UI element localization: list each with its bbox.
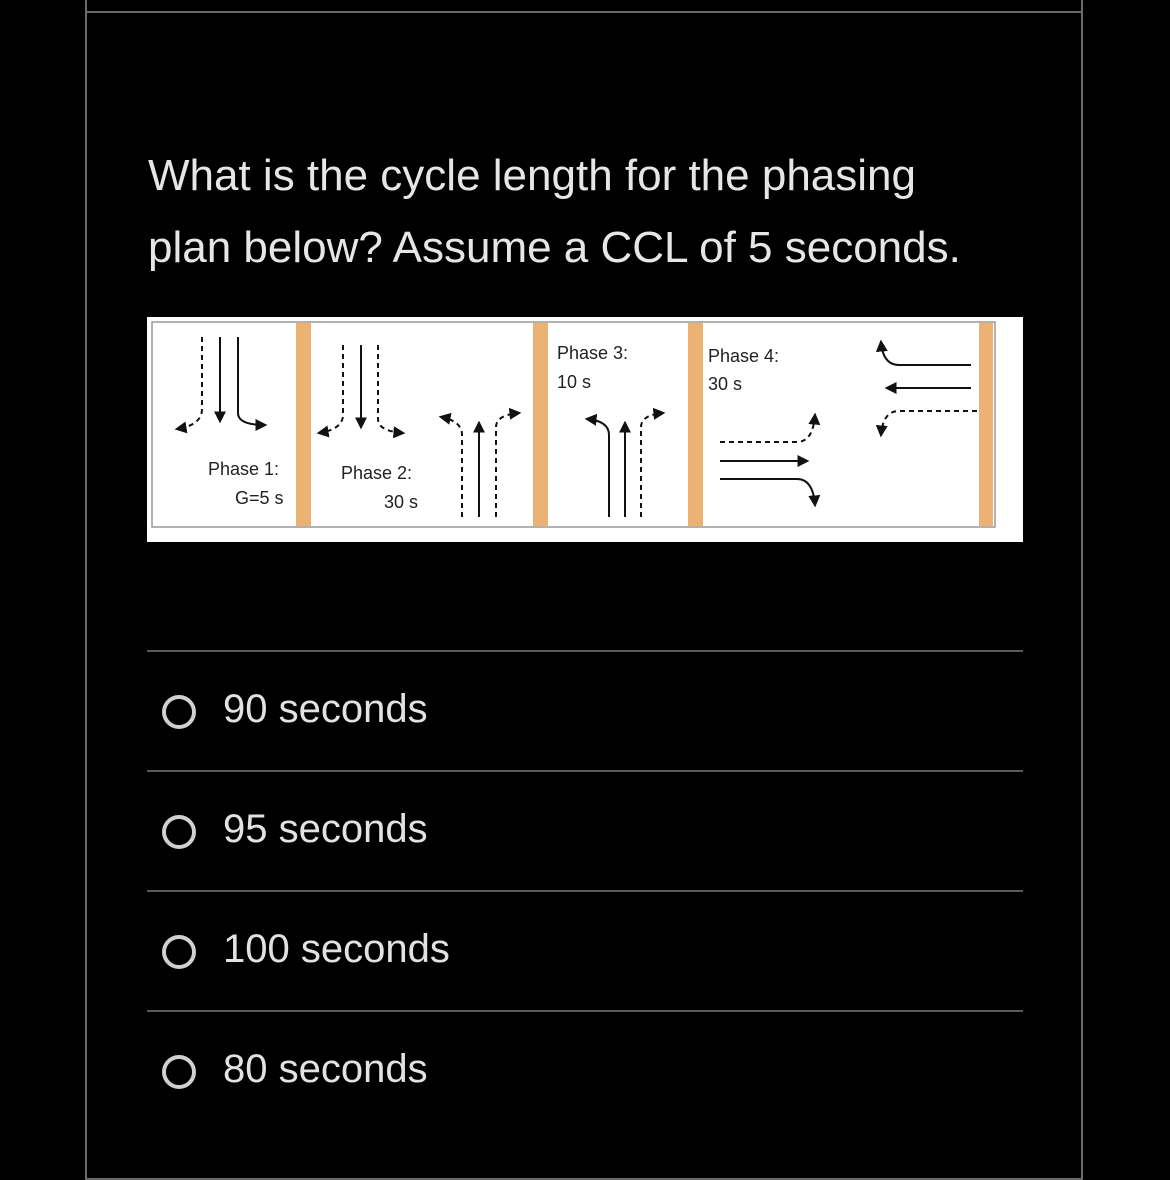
phase-1-label: Phase 1: [208,459,280,479]
phase-2-time: 30 s [384,492,419,512]
radio-button[interactable] [162,815,196,849]
question-line-1: What is the cycle length for the phasing [148,151,916,200]
westbound-arrows-icon [881,342,977,435]
answer-option-label: 100 seconds [223,927,450,971]
top-divider [85,11,1083,13]
phase-2-label: Phase 2: [341,463,413,483]
separator-2 [533,323,548,526]
southbound-arrows-icon [177,337,265,429]
separator-3 [688,323,703,526]
radio-button[interactable] [162,1055,196,1089]
answer-options [147,650,1023,1130]
answer-option[interactable] [147,890,1023,1010]
phase-3-label: Phase 3: [557,343,629,363]
answer-option[interactable] [147,1010,1023,1130]
question-text [148,140,1028,284]
answer-option-label: 90 seconds [223,687,428,731]
radio-button[interactable] [162,935,196,969]
question-line-2: plan below? Assume a CCL of 5 seconds. [148,223,961,272]
phase-3-time: 10 s [557,372,592,392]
separator-1 [296,323,311,526]
answer-option-label: 80 seconds [223,1047,428,1091]
phase-1-time: G=5 s [235,488,284,508]
northbound-arrows-icon [587,413,663,517]
radio-button[interactable] [162,695,196,729]
answer-option[interactable] [147,770,1023,890]
phasing-diagram [147,317,1023,542]
separator-4 [979,323,993,526]
answer-option-label: 95 seconds [223,807,428,851]
southbound-arrows-icon [319,345,403,433]
northbound-arrows-icon [441,413,519,517]
phase-4-label: Phase 4: [708,346,780,366]
eastbound-arrows-icon [720,415,815,505]
phase-4-time: 30 s [708,374,743,394]
answer-option[interactable] [147,650,1023,770]
